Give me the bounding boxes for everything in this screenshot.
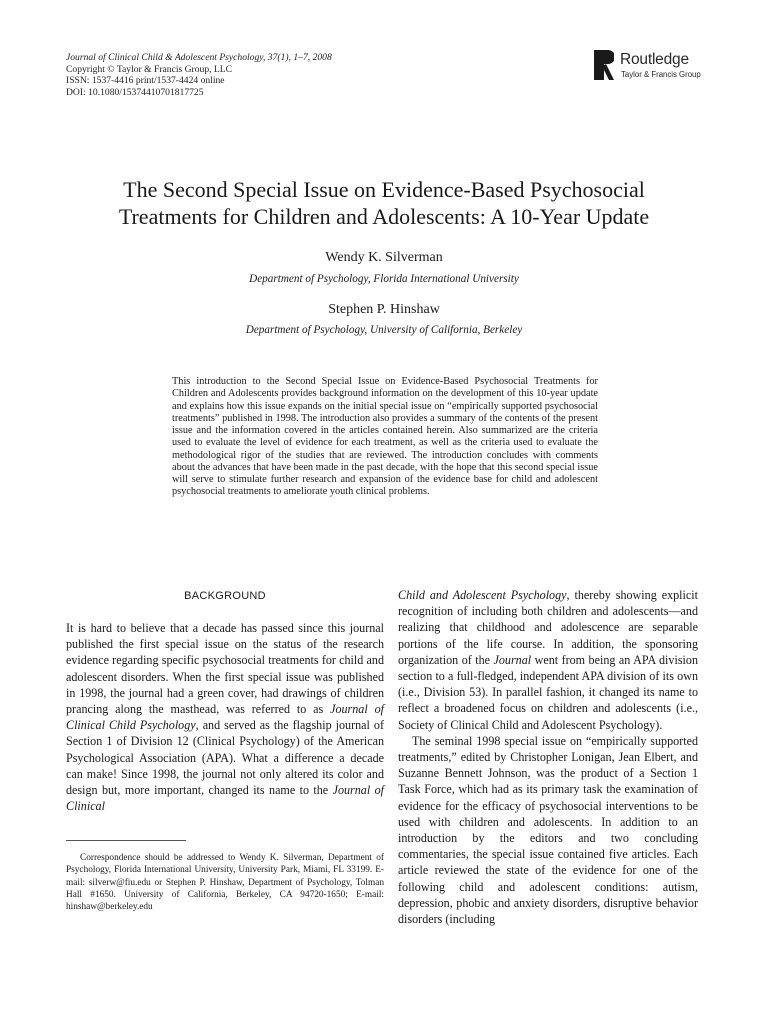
abstract: This introduction to the Second Special Issue on Evidence-Based Psychosocial Treatments for Children and Adolescents provides background information on the development of this 10-year update and explains how this issue expands on the initial special issue on “empirically supported psychosocial treatments” published in 1998. The introduction also provides a summary of the contents of the present issue and the information covered in the articles contained herein. Also summarized are the criteria used to evaluate the level of evidence for each treatment, as well as the criteria used to evaluate the methodological rigor of the studies that are reviewed. The introduction concludes with comments about the advances that have been made in the past decade, with the hope that this second special issue will serve to stimulate further research and expansion of the evidence base for child and adolescent psychosocial treatments to ameliorate youth clinical problems. xyxy=(172,376,598,498)
body-text: , and served as the flagship journal of Section 1 of Division 12 (Clinical Psychology) of the American Psychological Association (APA). What a difference a decade can make! Since 1998, the journal not only altered its color and design but, more important, changed its name to the xyxy=(66,718,384,798)
doi-line: DOI: 10.1080/15374410701817725 xyxy=(66,86,204,98)
article-title xyxy=(60,176,708,230)
body-column-left xyxy=(66,620,384,814)
body-paragraph: The seminal 1998 special issue on “empirically supported treatments,” edited by Christopher Lonigan, Jean Elbert, and Suzanne Bennett Johnson, was the product of a Section 1 Task Force, which had as its primary task the examination of evidence for the efficacy of psychosocial interventions to be used with children and adolescents. In addition to an introduction by the editors and two concluding commentaries, the special issue contained five articles. Each article reviewed the state of the evidence for one of the following child and adolescent conditions: autism, depression, phobic and anxiety disorders, disruptive behavior disorders (including xyxy=(398,733,698,927)
journal-name: Journal of Clinical xyxy=(66,783,384,814)
copyright-line: Copyright © Taylor & Francis Group, LLC xyxy=(66,63,233,75)
title-line-2: Treatments for Children and Adolescents: A 10-Year Update xyxy=(118,204,650,229)
section-heading: BACKGROUND xyxy=(184,590,266,602)
body-text: went from being an APA division section to a full-fledged, independent APA division of its own (i.e., Division 53). In parallel fashion, it changed its name to reflect a broadened focus on children and adolescents (i.e., Society of Clinical Child and Adolescent Psychology). xyxy=(398,652,698,732)
author-affiliation: Department of Psychology, Florida International University xyxy=(249,273,519,285)
footnote-divider xyxy=(66,840,186,841)
journal-name: Child and Adolescent Psychology xyxy=(398,588,567,602)
body-column-right xyxy=(398,587,698,927)
title-line-1: The Second Special Issue on Evidence-Based Psychosocial xyxy=(123,177,645,202)
body-paragraph xyxy=(398,587,698,733)
author-name: Stephen P. Hinshaw xyxy=(328,302,440,317)
publisher-name: Routledge xyxy=(620,51,689,68)
journal-name: Journal of Clinical Child Psychology xyxy=(66,702,384,733)
journal-citation: Journal of Clinical Child & Adolescent Psychology, 37(1), 1–7, 2008 xyxy=(66,52,332,63)
publisher-group: Taylor & Francis Group xyxy=(621,70,701,79)
publisher-logo xyxy=(594,50,714,86)
journal-header xyxy=(66,52,486,98)
body-text: , thereby showing explicit recognition of including both children and adolescents—and realizing that childhood and adolescence are separable portions of the life course. In addition, the sponsoring organization of the xyxy=(398,588,698,667)
author-name: Wendy K. Silverman xyxy=(325,250,443,265)
issn-line: ISSN: 1537-4416 print/1537-4424 online xyxy=(66,75,225,87)
author-affiliation: Department of Psychology, University of California, Berkeley xyxy=(245,324,523,336)
routledge-mark-icon xyxy=(594,50,614,80)
correspondence-footnote xyxy=(66,852,384,913)
journal-name: Journal xyxy=(493,652,532,667)
body-text: It is hard to believe that a decade has passed since this journal published the first special issue on the status of the research evidence regarding specific psychosocial treatments for child and adolescent disorders. When the first special issue was published in 1998, the journal had a green cover, had drawings of children prancing along the masthead, was referred to as xyxy=(66,621,384,717)
body-paragraph xyxy=(66,620,384,814)
footnote-text: Correspondence should be addressed to Wendy K. Silverman, Department of Psychology, Florida International University, University Park, Miami, FL 33199. E-mail: silverw@fiu.edu or Stephen P. Hinshaw, Department of Psychology, Tolman Hall #1650. University of California, Berkeley, CA 94720-1650; E-mail: hinshaw@berkeley.edu xyxy=(66,853,384,913)
